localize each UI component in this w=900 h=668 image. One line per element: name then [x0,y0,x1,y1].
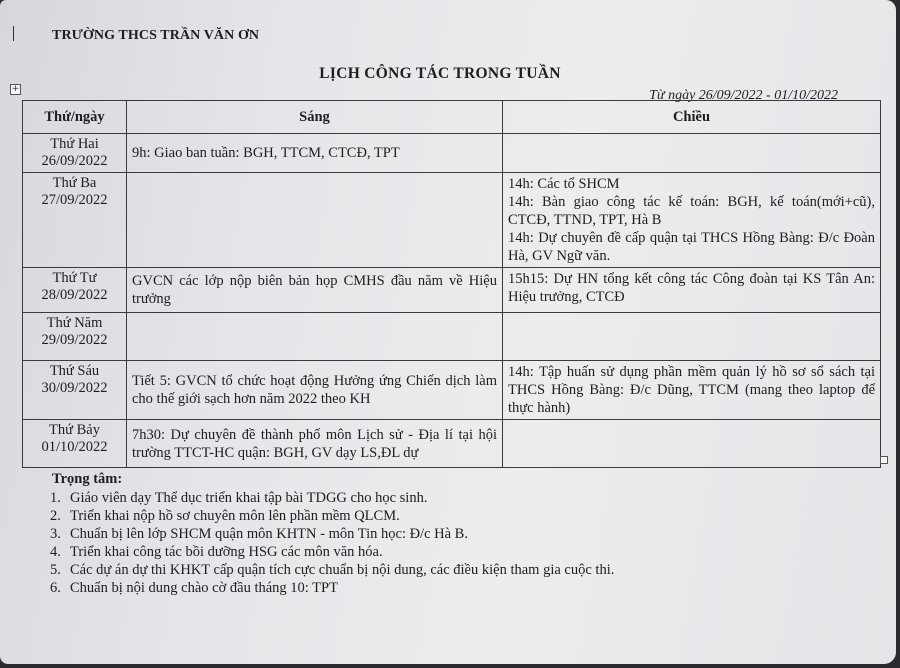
afternoon-cell[interactable] [503,361,881,420]
day-date: 28/09/2022 [41,287,108,303]
morning-cell[interactable] [127,268,503,313]
day-cell [23,268,127,313]
focus-item-number: 1. [50,490,61,506]
afternoon-cell[interactable] [503,420,881,468]
table-row [23,173,881,268]
move-handle-icon[interactable]: + [11,84,20,94]
day-cell [23,420,127,468]
focus-item-text: Giáo viên dạy Thể dục triển khai tập bài TDGG cho học sinh. [70,490,428,506]
header-morning: Sáng [127,101,503,134]
afternoon-entry: 14h: Dự chuyên đề cấp quận tại THCS Hồng Bàng: Đ/c Đoàn Hà, GV Ngữ văn. [508,230,875,264]
header-day: Thứ/ngày [23,101,127,134]
afternoon-entry: 14h: Các tổ SHCM [508,176,620,192]
focus-item [50,543,614,561]
morning-cell[interactable] [127,134,503,173]
focus-item [50,579,614,597]
afternoon-entry: 14h: Tập huấn sử dụng phần mềm quản lý hồ sơ sổ sách tại THCS Hồng Bàng: Đ/c Dũng, TTCM (mang theo laptop để thực hành) [508,364,875,416]
afternoon-cell[interactable] [503,313,881,361]
day-name: Thứ Sáu [49,363,100,379]
focus-item-text: Chuẩn bị lên lớp SHCM quận môn KHTN - môn Tin học: Đ/c Hà B. [70,526,468,542]
focus-list [50,489,614,597]
day-name: Thứ Bảy [49,422,100,438]
day-date: 01/10/2022 [41,439,108,455]
date-range: Từ ngày 26/09/2022 - 01/10/2022 [649,88,838,103]
focus-item [50,525,614,543]
day-name: Thứ Tư [52,270,97,286]
afternoon-entry: 14h: Bàn giao công tác kế toán: BGH, kế toán(mới+cũ), CTCĐ, TTND, TPT, Hà B [508,194,875,228]
focus-item-number: 3. [50,526,61,542]
schedule-table [22,100,881,468]
day-date: 30/09/2022 [41,380,108,396]
focus-section [50,470,614,597]
focus-item [50,489,614,507]
day-date: 29/09/2022 [41,332,108,348]
table-row [23,361,881,420]
table-row [23,134,881,173]
header-afternoon: Chiều [503,101,881,134]
table-row [23,268,881,313]
focus-item-text: Triển khai nộp hồ sơ chuyên môn lên phần mềm QLCM. [70,508,400,524]
focus-item-number: 6. [50,580,61,596]
afternoon-cell[interactable] [503,173,881,268]
text-cursor-icon [13,26,14,41]
focus-item-number: 5. [50,562,61,578]
morning-entry: Tiết 5: GVCN tổ chức hoạt động Hưởng ứng Chiến dịch làm cho thế giới sạch hơn năm 2022 theo KH [132,373,497,407]
day-cell [23,173,127,268]
focus-item [50,561,614,579]
table-row [23,420,881,468]
focus-item-text: Các dự án dự thi KHKT cấp quận tích cực chuẩn bị nội dung, các điều kiện tham gia cuộc thi. [70,562,615,578]
focus-item-number: 4. [50,544,61,560]
day-name: Thứ Năm [46,315,103,331]
day-date: 26/09/2022 [41,153,108,169]
morning-cell[interactable] [127,173,503,268]
focus-item-number: 2. [50,508,61,524]
afternoon-cell[interactable] [503,134,881,173]
morning-cell[interactable] [127,420,503,468]
morning-cell[interactable] [127,313,503,361]
focus-item-text: Chuẩn bị nội dung chào cờ đầu tháng 10: TPT [70,580,338,596]
focus-item-text: Triển khai công tác bồi dưỡng HSG các môn văn hóa. [70,544,383,560]
afternoon-cell[interactable] [503,268,881,313]
school-name: TRƯỜNG THCS TRẦN VĂN ƠN [52,28,260,43]
day-cell [23,361,127,420]
day-cell [23,313,127,361]
morning-entry: GVCN các lớp nộp biên bản họp CMHS đầu năm về Hiệu trưởng [132,273,497,307]
day-name: Thứ Hai [50,136,99,152]
resize-handle-icon[interactable] [880,456,888,464]
morning-entry: 9h: Giao ban tuần: BGH, TTCM, CTCĐ, TPT [132,145,400,161]
day-name: Thứ Ba [52,175,97,191]
focus-title: Trọng tâm: [52,471,123,487]
page-title: LỊCH CÔNG TÁC TRONG TUẦN [319,65,561,82]
focus-item [50,507,614,525]
morning-entry: 7h30: Dự chuyên đề thành phố môn Lịch sử - Địa lí tại hội trường TTCT-HC quận: BGH, GV dạy LS,ĐL dự [132,426,497,461]
table-row [23,313,881,361]
table-header-row [23,101,881,134]
day-date: 27/09/2022 [41,192,108,208]
afternoon-entry: 15h15: Dự HN tổng kết công tác Công đoàn tại KS Tân An: Hiệu trưởng, CTCĐ [508,271,875,305]
day-cell [23,134,127,173]
morning-cell[interactable] [127,361,503,420]
